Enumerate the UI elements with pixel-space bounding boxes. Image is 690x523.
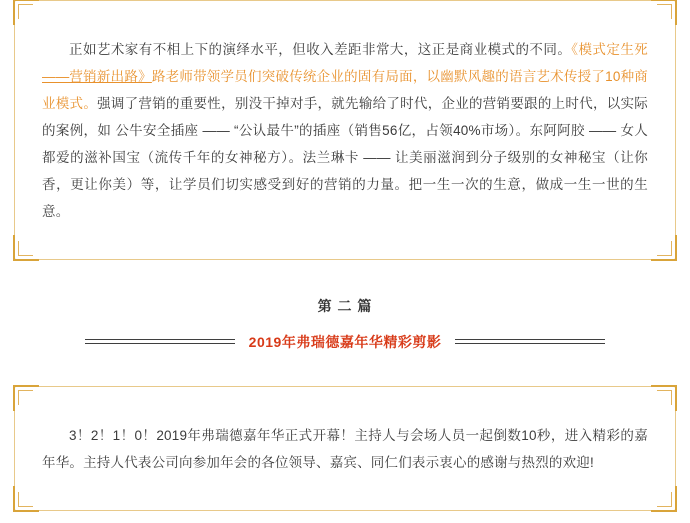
section-title: 第 二 篇 [317, 298, 373, 314]
double-rule-right [455, 338, 605, 346]
corner-ornament-bottom-right-icon [651, 486, 677, 512]
corner-ornament-bottom-right-icon [651, 235, 677, 261]
bottom-content-panel [14, 386, 676, 511]
text-run-normal-2: 强调了营销的重要性，别没干掉对手，就先输给了时代，企业的营销要跟的上时代，以实际的案例，如 公牛安全插座 —— “公认最牛”的插座（销售56亿，占领40%市场）。东阿阿胶 —— 女人都爱的滋补国宝（流传千年的女神秘方）。法兰琳卡 —— 让美丽滋润到分子级别的女神秘宝（让你香，更让你美）等，让学员们切实感受到好的营销的力量。把一生一次的生意，做成一生一世的生意。 [42, 95, 648, 219]
text-run-orange-2: 路老师带领学员们突破传统企业的固有局面，以幽默风趣的语言艺术传授了10种商业 [42, 68, 648, 111]
corner-ornament-bottom-left-icon [13, 235, 39, 261]
section-subtitle-row [0, 332, 690, 352]
top-content-panel [14, 0, 676, 260]
text-run-normal-1: 正如艺术家有不相上下的演绎水平，但收入差距非常大，这正是商业模式的不同。 [69, 41, 572, 57]
corner-ornament-bottom-left-icon [13, 486, 39, 512]
text-run-orange-3: 模式。 [55, 95, 98, 111]
double-rule-left [85, 338, 235, 346]
top-paragraph [42, 36, 648, 225]
section-heading-block [0, 296, 690, 352]
corner-ornament-top-left-icon [13, 385, 39, 411]
text-run-orange-title: 《模式定生死 [571, 41, 648, 57]
corner-ornament-top-left-icon [13, 0, 39, 25]
bottom-paragraph: 3！2！1！0！2019年弗瑞德嘉年华正式开幕！主持人与会场人员一起倒数10秒，进入精彩的嘉年华。主持人代表公司向参加年会的各位领导、嘉宾、同仁们表示衷心的感谢与热烈的欢迎! [42, 427, 648, 470]
section-subtitle: 2019年弗瑞德嘉年华精彩剪影 [248, 334, 442, 350]
corner-ornament-top-right-icon [651, 0, 677, 25]
text-run-orange-underlined: ——营销新出路》 [42, 68, 152, 84]
corner-ornament-top-right-icon [651, 385, 677, 411]
